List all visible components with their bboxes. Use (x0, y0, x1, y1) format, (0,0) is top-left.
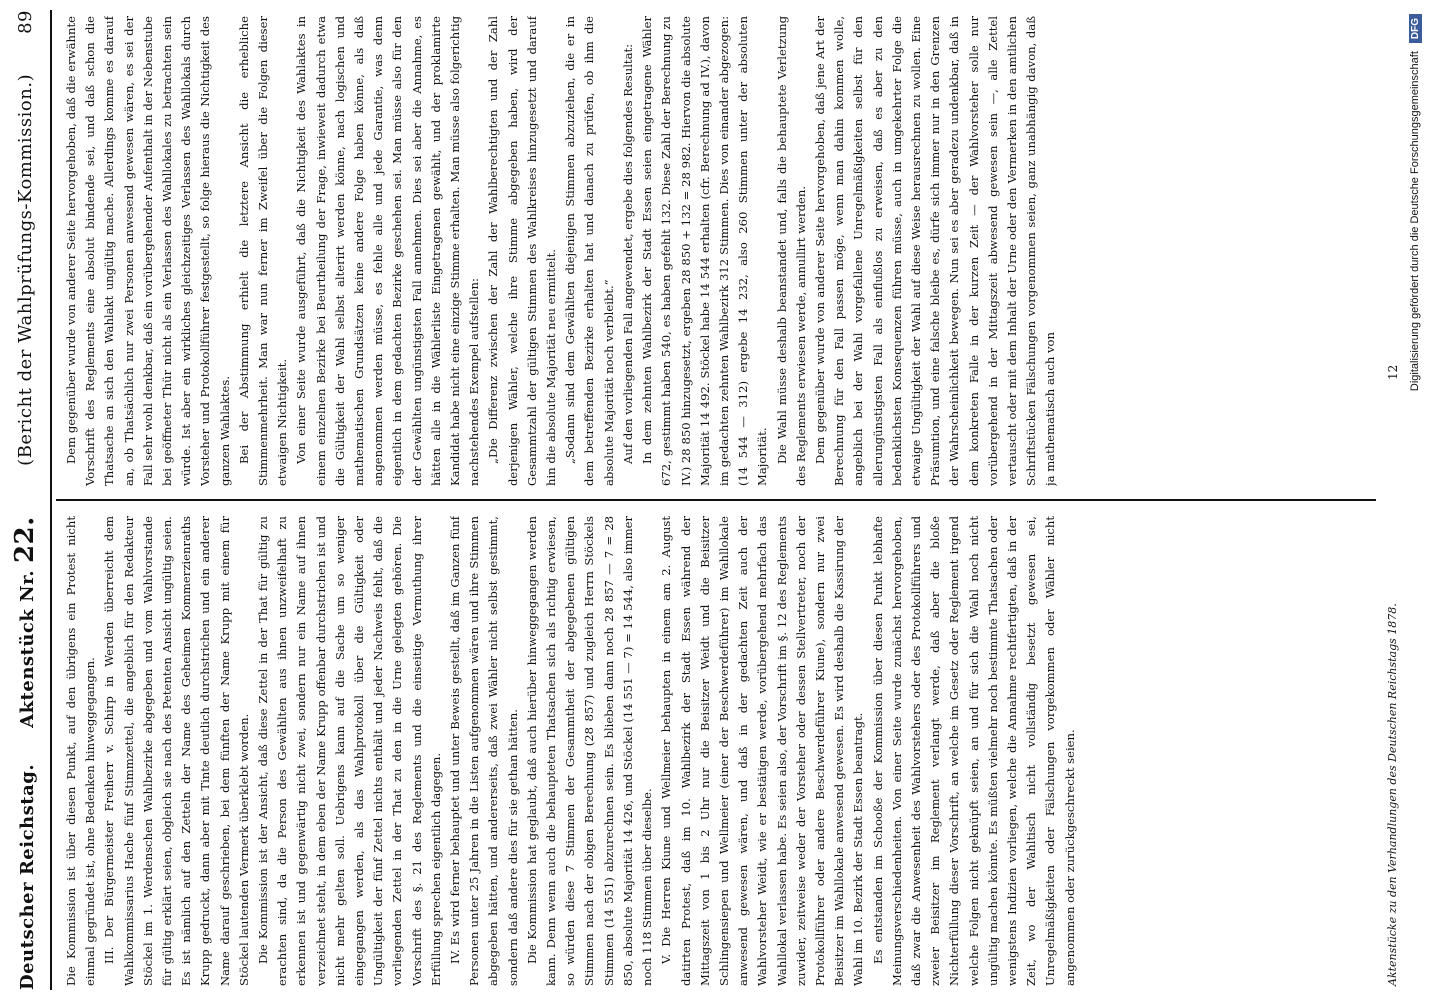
paragraph: Die Wahl müsse deshalb beanstandet und, falls die behauptete Verletzung des Reglements erwiesen werde, annullirt werden. (774, 16, 808, 486)
funding-note-text: Digitalisierung gefördert durch die Deutsche Forschungsgemeinschaft (1409, 51, 1421, 392)
header-right (15, 10, 36, 466)
paragraph: Dem gegenüber wurde von anderer Seite hervorgehoben, daß die erwähnte Vorschrift des Reglements eine absolut bindende sei, und daß schon die Thatsache an sich den Wahlakt ungültig mache. Allerdings komme es darauf an, ob Thatsächlich nur zwei Personen anwesend gewesen wären, es sei der Fall sehr wohl denkbar, daß ein vorübergehender Aufenthalt in der Nebenstube bei geöffneter Thür nicht als ein Verlassen des Wahllokales zu betrachten sein würde. Ist aber ein wirkliches gleichzeitiges Verlassen des Wahllokals durch Vorsteher und Protokollführer festgestellt, so folge hieraus die Nichtigkeit des ganzen Wahlaktes. (64, 16, 232, 486)
dfg-logo-icon: DFG (1409, 14, 1422, 43)
paragraph: Es entstanden im Schooße der Kommission über diesen Punkt lebhafte Meinungsverschiedenheiten. Von einer Seite wurde zunächst hervorgehoben, daß zwar die Anwesenheit des Wahlvorstehers oder des Protokollführers und zweier Beisitzer im Reglement verlangt werde, daß aber die bloße Nichterfüllung dieser Vorschrift, an welche im Gesetz oder Reglement irgend welche Folgen nicht geknüpft seien, an und für sich die Wahl noch nicht ungültig machen könnte. Es müßten vielmehr noch bestimmte Thatsachen oder wenigstens Indizien vorliegen, welche die Annahme rechtfertigten, daß in der Zeit, wo der Wahltisch nicht vollständig besetzt gewesen sei, Unregelmäßigkeiten oder Fälschungen vorgekommen oder Wähler nicht angenommen oder zurückgeschreckt seien. (870, 516, 1077, 986)
left-column (62, 516, 1382, 986)
page-footer: Aktenstücke zu den Verhandlungen des Deutschen Reichstags 1878. (1386, 603, 1399, 986)
right-column (62, 16, 1382, 486)
paragraph: IV. Es wird ferner behauptet und unter Beweis gestellt, daß im Ganzen fünf Personen unter 25 Jahren in die Listen aufgenommen wären und ihre Stimmen abgegeben hätten, und andererseits, daß zwei Wähler nicht selbst gestimmt, sondern daß andere dies für sie gethan hätten. (448, 516, 520, 986)
paragraph: Bei der Abstimmung erhielt die letztere Ansicht die erhebliche Stimmenmehrheit. Man war nun ferner im Zweifel über die Folgen dieser etwaigen Nichtigkeit. (236, 16, 290, 486)
paragraph: Auf den vorliegenden Fall angewendet, ergebe dies folgendes Resultat: (620, 43, 635, 464)
header-left (10, 516, 40, 990)
signature-mark: 12 (1386, 364, 1400, 380)
paragraph: In dem zehnten Wahlbezirk der Stadt Essen seien eingetragene Wähler 672, gestimmt haben 540, es haben gefehlt 132. Diese Zahl der Berechnung zu IV.) 28 850 hinzugesetzt, ergeben 28 850 + 132 = 28 982. Hiervon die absolute Majorität 14 492. Stöckel habe 14 544 erhalten (cfr. Berechnung ad IV.), davon im gedachten zehnten Wahlbezirk 312 Stimmen. Dies von einander abgezogen: (14 544 — 312) ergebe 14 232, also 260 Stimmen unter der absoluten Majorität. (640, 16, 770, 486)
header-left-title: Deutscher Reichstag. (17, 763, 38, 990)
paragraph: „Sodann sind dem Gewählten diejenigen Stimmen abzuziehen, die er in dem betreffenden Bezirke erhalten hat und danach zu prüfen, ob ihm die absolute Majorität noch verbleibt.“ (563, 16, 616, 486)
header-doc-text: Aktenstück Nr. (17, 569, 38, 728)
paragraph: V. Die Herren Kiune und Wellmeier behaupten in einem am 2. August datirten Protest, daß im 10. Wahlbezirk der Stadt Essen während der Mittagszeit von 1 bis 2 Uhr nur die Beisitzer Weidt und die Beisitzer Schlingensiepen und Wellmeier (einer der Beschwerdeführer) im Wahllokale anwesend gewesen wären, und daß in der gedachten Zeit auch der Wahlvorsteher Weidt, wie er bestätigen werde, vorübergehend mehrfach das Wahllokal verlassen habe. Es seien also, der Vorschrift im §. 12 des Reglements zuwider, zeitweise weder der Vorsteher oder dessen Stellvertreter, noch der Protokollführer oder andere Beschwerdeführer Kiune), sondern nur zwei Beisitzer im Wahllokale anwesend gewesen. Es wird deshalb die Kassirung der Wahl im 10. Bezirk der Stadt Essen beantragt. (659, 516, 866, 986)
paragraph: Die Kommission ist über diesen Punkt, auf den übrigens ein Protest nicht einmal gegründet ist, ohne Bedenken hinweggegangen. (64, 516, 98, 986)
paragraph: Dem gegenüber wurde von anderer Seite hervorgehoben, daß jene Art der Berechnung für den Fall passen möge, wenn man dahin kommen wolle, angeblich bei der Wahl vorgefallene Unregelmäßigkeiten selbst für den allerungünstigsten Fall als einflußlos zu erweisen, daß es aber zu den bedenklichsten Konsequenzen führen müsse, auch in umgekehrter Folge die etwaige Ungültigkeit der Wahl auf diese Weise herausrechnen zu wollen. Eine Präsumtion, und eine falsche bleibe es, dürfe sich immer nur in den Grenzen der Wahrscheinlichkeit bewegen. Nun sei es aber geradezu undenkbar, daß in dem konkreten Falle in der kurzen Zeit — der Wahlvorsteher solle nur vorübergehend in der Mittagszeit abwesend gewesen sein —, alle Zettel vertauscht oder mit dem Inhalt der Urne oder den Vermerken in den amtlichen Schriftstücken Fälschungen vorgenommen seien, ganz unabhängig davon, daß ja mathematisch auch von (812, 16, 1058, 486)
header-right-title: (Bericht der Wahlprüfungs-Kommission.) (14, 73, 36, 466)
paragraph: Die Kommission hat geglaubt, daß auch hierüber hinweggegangen werden kann. Denn wenn auch die behaupteten Thatsachen sich als richtig erwiesen, so würden diese 7 Stimmen der Gesammtheit der abgegebenen gültigen Stimmen nach der obigen Berechnung (28 857) und zugleich Herrn Stöckels Stimmen (14 551) abzurechnen sein. Es blieben dann noch 28 857 — 7 = 28 850, absolute Majorität 14 426, und Stöckel (14 551 — 7) = 14 544, also immer noch 118 Stimmen über dieselbe. (524, 516, 655, 986)
header-doc-number: 22. (10, 516, 40, 564)
page-number: 89 (14, 10, 36, 34)
header-rule (50, 10, 52, 990)
header-doc-label (10, 516, 40, 728)
funding-note (1400, 0, 1430, 1000)
column-divider (56, 499, 1376, 501)
paragraph: III. Der Bürgermeister Freiherr v. Schirp in Werden überreicht dem Wahlkommissarius Hache fünf Stimmzettel, die angeblich für den Redakteur Stöckel im 1. Werdenschen Wahlbezirke abgegeben und vom Wahlvorstande für gültig erklärt seien, obgleich sie nach des Petenten Ansicht ungültig seien. Es ist nämlich auf den Zetteln der Name des Geheimen Kommerzienraths Krupp gedruckt, dann aber mit Tinte deutlich durchstrichen und ein anderer Name darauf geschrieben, bei dem fünften der Name Krupp mit einem für Stöckel lautenden Vermerk überklebt worden. (102, 516, 251, 986)
page-header (6, 10, 44, 990)
paragraph: Die Kommission ist der Ansicht, daß diese Zettel in der That für gültig zu erachten sind, da die Person des Gewählten aus ihnen unzweifelhaft zu erkennen ist und gegenwärtig nicht zwei, sondern nur ein Name auf ihnen verzeichnet steht, in dem eben der Name Krupp offenbar durchstrichen ist und nicht mehr gelten soll. Uebrigens kann auf die Sache um so weniger eingegangen werden, als das Wahlprotokoll über die Gültigkeit oder Ungültigkeit der fünf Zettel nichts enthält und jeder Nachweis fehlt, daß die vorliegenden Zettel in der That zu den in die Urne gelegten gehören. Die Vorschrift des §. 21 des Reglements und die einseitige Vermuthung ihrer Erfüllung sprechen eigentlich dagegen. (256, 516, 443, 986)
paragraph: Von einer Seite wurde ausgeführt, daß die Nichtigkeit des Wahlaktes in einem einzelnen Bezirke bei Beurtheilung der Frage, inwieweit dadurch etwa die Gültigkeit der Wahl selbst alterirt werden könne, nach logischen und mathematischen Grundsätzen keine andere Folge haben könne, als daß angenommen werden müsse, es fehle alle und jede Garantie, was denn eigentlich in dem gedachten Bezirke geschehen sei. Man müsse also für den der Gewählten ungünstigsten Fall annehmen. Dies sei aber die Annahme, es hätten alle in die Wählerliste Eingetragenen gewählt, und der proklamirte Kandidat habe nicht eine einzige Stimme erhalten. Man müsse also folgerichtig nachstehendes Exempel aufstellen: (294, 16, 482, 486)
paragraph: „Die Differenz zwischen der Zahl der Wahlberechtigten und der Zahl derjenigen Wähler, welche ihre Stimme abgegeben haben, wird der Gesammtzahl der gültigen Stimmen des Wahlkreises hinzugesetzt und darauf hin die absolute Majorität neu ermittelt. (486, 16, 559, 486)
